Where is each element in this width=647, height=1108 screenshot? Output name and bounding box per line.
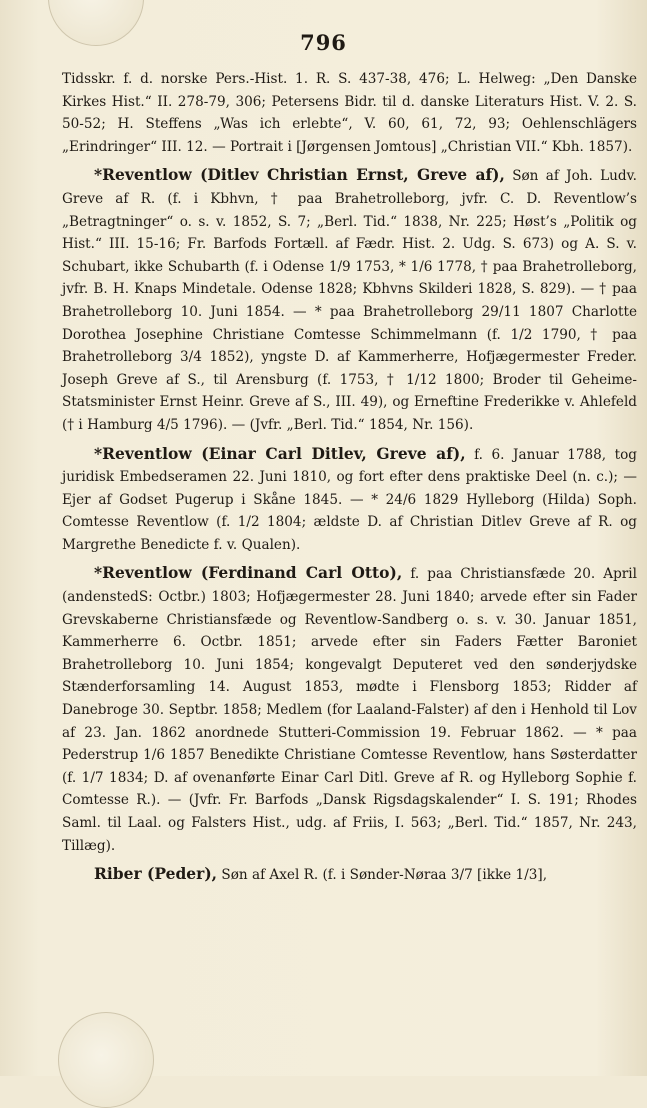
entry-body: Søn af Axel R. (f. i Sønder-Nøraa 3/7 [ikke 1/3], bbox=[221, 867, 548, 884]
entry-reventlow-ferdinand bbox=[62, 562, 637, 857]
entry-heading: *Reventlow (Ferdinand Carl Otto), bbox=[94, 563, 403, 583]
entry-reventlow-einar bbox=[62, 443, 637, 557]
page-text bbox=[62, 68, 637, 887]
entry-heading: Riber (Peder), bbox=[94, 864, 218, 884]
entry-body: Søn af Joh. Ludv. Greve af R. (f. i Kbhvn, † paa Brahetrolleborg, jvfr. C. D. Reventlow’s „Betragtninger“ o. s. v. 1852, S. 7; „Berl. Tid.“ 1838, Nr. 225; Høst’s „Politik og Hist.“ III. 15-16; Fr. Barfods Fortæll. af Fædr. Hist. 2. Udg. S. 673) og A. S. v. Schubart, ikke Schubarth (f. i Odense 1/9 1753, * 1/6 1778, † paa Brahetrolleborg, jvfr. B. H. Knaps Mindetale. Odense 1828; Kbhvns Skilderi 1828, S. 829). — † paa Brahetrolleborg 10. Juni 1854. — * paa Brahetrolleborg 29/11 1807 Charlotte Dorothea Josephine Christiane Comtesse Schimmelmann (f. 1/2 1790, † paa Brahetrolleborg 3/4 1852), yngste D. af Kammerherre, Hofjægermester Freder. Joseph Greve af S., til Arensburg (f. 1753, † 1/12 1800; Broder til Geheime-Statsminister Ernst Heinr. Greve af S., III. 49), og Erneftine Frederikke v. Ahlefeld († i Hamburg 4/5 1796). — (Jvfr. „Berl. Tid.“ 1854, Nr. 156). bbox=[62, 168, 637, 433]
entry-heading: *Reventlow (Ditlev Christian Ernst, Greve af), bbox=[94, 165, 505, 185]
entry-heading: *Reventlow (Einar Carl Ditlev, Greve af), bbox=[94, 443, 466, 463]
page-number: 796 bbox=[300, 30, 347, 55]
entry-reventlow-ditlev bbox=[62, 164, 637, 436]
entry-body: f. paa Christiansfæde 20. April (andenstedS: Octbr.) 1803; Hofjægermester 28. Juni 1840; arvede efter sin Fader Grevskaberne Christiansfæde og Reventlow-Sandberg o. s. v. 30. Januar 1851, Kammerherre 6. Octbr. 1851; arvede efter sin Faders Fætter Baroniet Brahetrolleborg 10. Juni 1854; kongevalgt Deputeret ved den sønderjydske Stænderforsamling 14. August 1853, mødte i Flensborg 1853; Ridder af Danebroge 30. Septbr. 1858; Medlem (for Laaland-Falster) af den i Henhold til Lov af 23. Jan. 1862 anordnede Stutteri-Commission 19. Februar 1862. — * paa Pederstrup 1/6 1857 Benedikte Christiane Comtesse Reventlow, hans Søsterdatter (f. 1/7 1834; D. af ovenanførte Einar Carl Ditl. Greve af R. og Hylleborg Sophie f. Comtesse R.). — (Jvfr. Fr. Barfods „Dansk Rigsdagskalender“ I. S. 191; Rhodes Saml. til Laal. og Falsters Hist., udg. af Friis, I. 563; „Berl. Tid.“ 1857, Nr. 243, Tillæg). bbox=[62, 566, 637, 854]
punch-hole-bottom bbox=[58, 1012, 154, 1108]
entry-body: f. 6. Januar 1788, tog juridisk Embedseramen 22. Juni 1810, og fort efter dens praktiske Deel (n. c.); — Ejer af Godset Pugerup i Skåne 1845. — * 24/6 1829 Hylleborg (Hilda) Soph. Comtesse Reventlow (f. 1/2 1804; ældste D. af Christian Ditlev Greve af R. og Margrethe Benedicte f. v. Qualen). bbox=[62, 446, 637, 553]
entry-riber-peder bbox=[62, 863, 637, 887]
entry-continuation bbox=[62, 68, 637, 158]
entry-body: Tidsskr. f. d. norske Pers.-Hist. 1. R. S. 437-38, 476; L. Helweg: „Den Danske Kirkes Hist.“ II. 278-79, 306; Petersens Bidr. til d. danske Literaturs Hist. V. 2. S. 50-52; H. Steffens „Was ich erlebte“, V. 60, 61, 72, 93; Oehlenschlägers „Erindringer“ III. 12. — Portrait i [Jørgensen Jomtous] „Christian VII.“ Kbh. 1857). bbox=[62, 71, 637, 155]
